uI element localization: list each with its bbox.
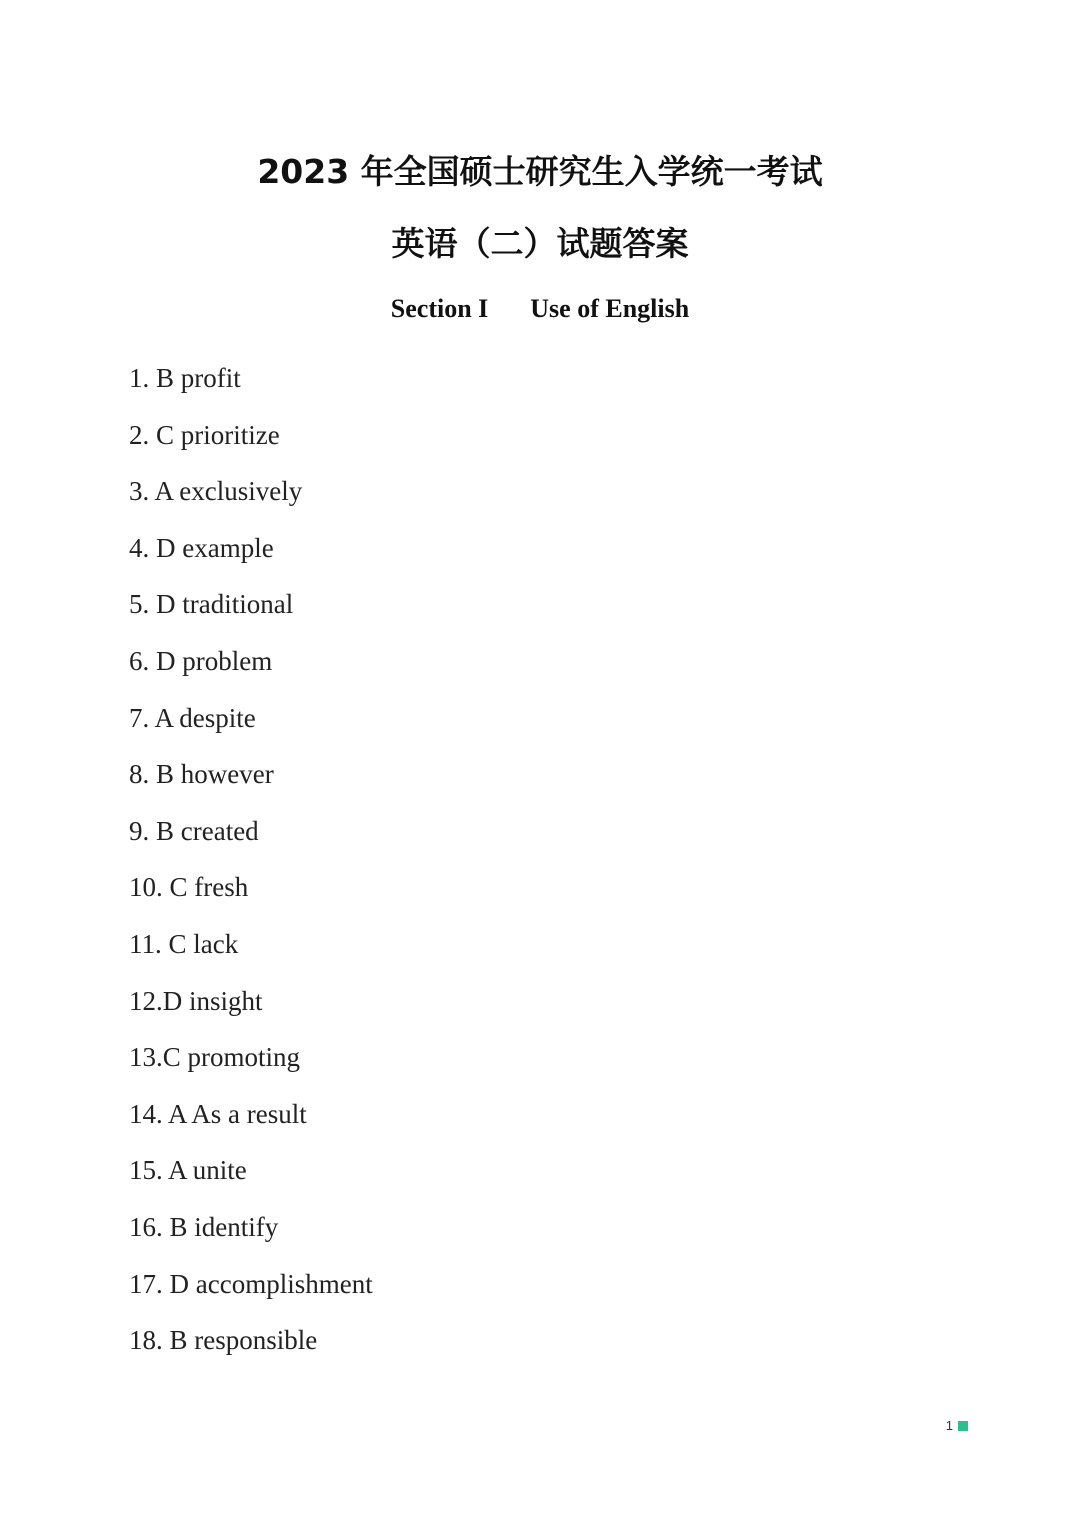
answer-item: 18. B responsible xyxy=(129,1325,318,1356)
answer-item: 2. C prioritize xyxy=(129,419,280,450)
answer-list xyxy=(129,361,373,1380)
answer-item: 15. A unite xyxy=(129,1155,247,1186)
answer-item: 11. C lack xyxy=(129,928,239,959)
answer-item: 12.D insight xyxy=(129,985,263,1016)
answer-item: 9. B created xyxy=(129,815,259,846)
answer-item: 10. C fresh xyxy=(129,872,249,903)
answer-item: 1. B profit xyxy=(129,363,241,393)
document-subtitle: 英语（二）试题答案 xyxy=(391,224,689,263)
answer-item: 17. D accomplishment xyxy=(129,1268,373,1299)
section-number: Section I xyxy=(390,294,489,323)
answer-item: 16. B identify xyxy=(129,1211,279,1242)
answer-item: 7. A despite xyxy=(129,702,256,733)
page-marker-square xyxy=(958,1421,968,1431)
section-heading xyxy=(0,292,1080,326)
answer-item: 13.C promoting xyxy=(129,1042,301,1073)
page-number: 1 xyxy=(945,1418,953,1433)
answer-item: 3. A exclusively xyxy=(129,476,303,507)
answer-item: 5. D traditional xyxy=(129,589,294,620)
answer-item: 8. B however xyxy=(129,759,274,790)
answer-item: 4. D example xyxy=(129,532,274,563)
page-footer xyxy=(946,1418,968,1433)
section-name: Use of English xyxy=(530,294,690,323)
document-title: 2023 年全国硕士研究生入学统一考试 xyxy=(257,152,823,191)
answer-item: 14. A As a result xyxy=(129,1098,307,1129)
answer-item: 6. D problem xyxy=(129,645,273,676)
